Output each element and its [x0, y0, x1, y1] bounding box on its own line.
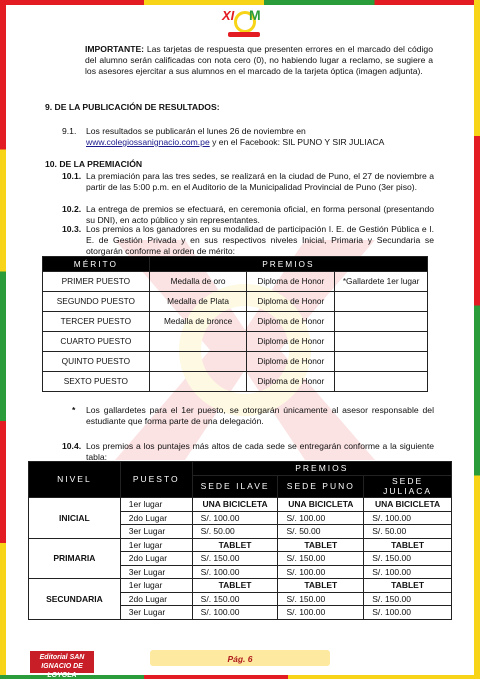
table-cell — [335, 372, 428, 392]
table-cell: Diploma de Honor — [247, 352, 335, 372]
table-cell: 2do Lugar — [120, 511, 192, 525]
page-number: Pág. 6 — [227, 654, 253, 664]
item-10-2-number: 10.2. — [62, 204, 82, 214]
table-cell: S/. 150.00 — [192, 592, 278, 606]
table-row — [29, 498, 452, 512]
table-cell — [335, 292, 428, 312]
item-9-1-text-a: Los resultados se publicarán el lunes 26 de noviembre en — [86, 126, 306, 136]
table-cell: Diploma de Honor — [247, 332, 335, 352]
note-bullet: * — [72, 405, 76, 415]
table-cell: S/. 100.00 — [364, 606, 452, 620]
table-cell: TABLET — [192, 538, 278, 552]
table-cell: 1er lugar — [120, 538, 192, 552]
event-logo — [222, 6, 266, 42]
table-cell: S/. 100.00 — [364, 511, 452, 525]
table-row — [43, 272, 428, 292]
item-10-4-number: 10.4. — [62, 441, 82, 451]
table-header-row — [29, 462, 452, 476]
table-cell: S/. 150.00 — [278, 592, 364, 606]
table-header-row — [43, 257, 428, 272]
merit-header: MÉRITO — [43, 257, 150, 272]
table-cell: TABLET — [364, 579, 452, 593]
important-note — [85, 44, 433, 77]
table-row — [43, 332, 428, 352]
table-cell: UNA BICICLETA — [192, 498, 278, 512]
sede-juliaca-header: SEDE JULIACA — [364, 475, 452, 498]
table-cell — [335, 332, 428, 352]
item-10-1-number: 10.1. — [62, 171, 82, 181]
logo-xi-text: XI — [222, 8, 235, 23]
table-cell: S/. 100.00 — [192, 606, 278, 620]
table-cell: Diploma de Honor — [247, 272, 335, 292]
table-cell: TABLET — [278, 538, 364, 552]
table-cell: QUINTO PUESTO — [43, 352, 150, 372]
table-cell: S/. 100.00 — [278, 511, 364, 525]
table-cell — [149, 372, 247, 392]
table-cell: S/. 150.00 — [364, 552, 452, 566]
important-text: Las tarjetas de respuesta que presenten errores en el marcado del código del alumno serán calificadas con nota cero (0), no habiendo lugar a reclamo, se sugiere a los asesores ejercitar a sus alumnos en el marcado de la tarjeta óptica (imagen adjunta). — [85, 44, 433, 76]
table-cell: 3er Lugar — [120, 606, 192, 620]
prizes-header: PREMIOS — [149, 257, 427, 272]
level-header: NIVEL — [29, 462, 121, 498]
top-color-border — [0, 0, 480, 5]
table-cell: UNA BICICLETA — [364, 498, 452, 512]
note-text: Los gallardetes para el 1er puesto, se otorgarán únicamente al asesor responsable del estudiante que forma parte de una delegación. — [86, 405, 434, 426]
top-scores-prizes-table — [28, 461, 452, 620]
table-cell: Medalla de Plata — [149, 292, 247, 312]
table-cell — [149, 352, 247, 372]
table-cell: TERCER PUESTO — [43, 312, 150, 332]
table-row — [43, 292, 428, 312]
table-cell: TABLET — [192, 579, 278, 593]
table-cell — [149, 332, 247, 352]
table-cell: CUARTO PUESTO — [43, 332, 150, 352]
merit-prizes-table — [42, 256, 428, 392]
item-9-1-number: 9.1. — [62, 126, 77, 136]
table-cell: Medalla de oro — [149, 272, 247, 292]
logo-base-icon — [228, 32, 260, 37]
table-cell: SEXTO PUESTO — [43, 372, 150, 392]
table-cell: S/. 100.00 — [192, 511, 278, 525]
gallardete-note — [72, 405, 434, 427]
table-cell: 2do Lugar — [120, 552, 192, 566]
table-cell: SEGUNDO PUESTO — [43, 292, 150, 312]
table-cell: S/. 100.00 — [278, 606, 364, 620]
table-cell: *Gallardete 1er lugar — [335, 272, 428, 292]
table-cell: S/. 150.00 — [278, 552, 364, 566]
table-row — [43, 312, 428, 332]
important-label: IMPORTANTE: — [85, 44, 145, 54]
level-inicial: INICIAL — [29, 498, 121, 539]
table-cell: S/. 50.00 — [192, 525, 278, 539]
table-cell: S/. 100.00 — [192, 565, 278, 579]
section-9-title: 9. DE LA PUBLICACIÓN DE RESULTADOS: — [45, 102, 220, 112]
item-10-3-number: 10.3. — [62, 224, 82, 234]
table-cell: S/. 100.00 — [364, 565, 452, 579]
section-10-title: 10. DE LA PREMIACIÓN — [45, 159, 143, 169]
table-cell: 1er lugar — [120, 498, 192, 512]
table-row — [43, 352, 428, 372]
table-cell: S/. 50.00 — [278, 525, 364, 539]
logo-m-text: M — [249, 7, 261, 23]
left-color-border — [0, 0, 6, 679]
table-cell: Diploma de Honor — [247, 292, 335, 312]
table-cell: Diploma de Honor — [247, 312, 335, 332]
item-10-3-text: Los premios a los ganadores en su modalidad de participación I. E. de Gestión Pública e I. E. de Gestión Privada y en sus respectivos niveles Inicial, Primaria y Secundaria se otorgarán conforme al orden de mérito: — [86, 224, 434, 256]
table-row — [29, 538, 452, 552]
item-9-1-text-b: y en el Facebook: SIL PUNO Y SIR JULIACA — [209, 137, 385, 147]
table-cell: S/. 150.00 — [364, 592, 452, 606]
results-website-link[interactable]: www.colegiossanignacio.com.pe — [86, 137, 210, 147]
table-cell: S/. 100.00 — [278, 565, 364, 579]
table-cell: 3er Lugar — [120, 565, 192, 579]
sede-puno-header: SEDE PUNO — [278, 475, 364, 498]
table-cell: UNA BICICLETA — [278, 498, 364, 512]
table-cell: TABLET — [364, 538, 452, 552]
publisher-name: Editorial SAN IGNACIO DE LOYOLA — [39, 654, 85, 679]
sede-ilave-header: SEDE ILAVE — [192, 475, 278, 498]
table-cell: S/. 50.00 — [364, 525, 452, 539]
level-primaria: PRIMARIA — [29, 538, 121, 579]
table-cell: Diploma de Honor — [247, 372, 335, 392]
item-9-1-text — [86, 126, 434, 148]
right-color-border — [474, 0, 480, 679]
table-row — [29, 579, 452, 593]
table-row — [43, 372, 428, 392]
table-cell: 3er Lugar — [120, 525, 192, 539]
position-header: PUESTO — [120, 462, 192, 498]
item-10-2-text: La entrega de premios se efectuará, en ceremonia oficial, en forma personal (presentando su DNI), en acto público y sin representantes. — [86, 204, 434, 225]
item-10-1-text: La premiación para las tres sedes, se realizará en la ciudad de Puno, el 27 de noviembre a partir de las 5:00 p.m. en el Auditorio de la Municipalidad Provincial de Puno (3er piso). — [86, 171, 434, 192]
table-cell: PRIMER PUESTO — [43, 272, 150, 292]
prizes-header: PREMIOS — [192, 462, 451, 476]
table-cell: 1er lugar — [120, 579, 192, 593]
table-cell — [335, 352, 428, 372]
level-secundaria: SECUNDARIA — [29, 579, 121, 620]
table-cell: Medalla de bronce — [149, 312, 247, 332]
table-cell: TABLET — [278, 579, 364, 593]
table-cell: S/. 150.00 — [192, 552, 278, 566]
table-cell — [335, 312, 428, 332]
item-10-4-text: Los premios a los puntajes más altos de cada sede se entregarán conforme a la siguiente tabla: — [86, 441, 434, 462]
table-cell: 2do Lugar — [120, 592, 192, 606]
